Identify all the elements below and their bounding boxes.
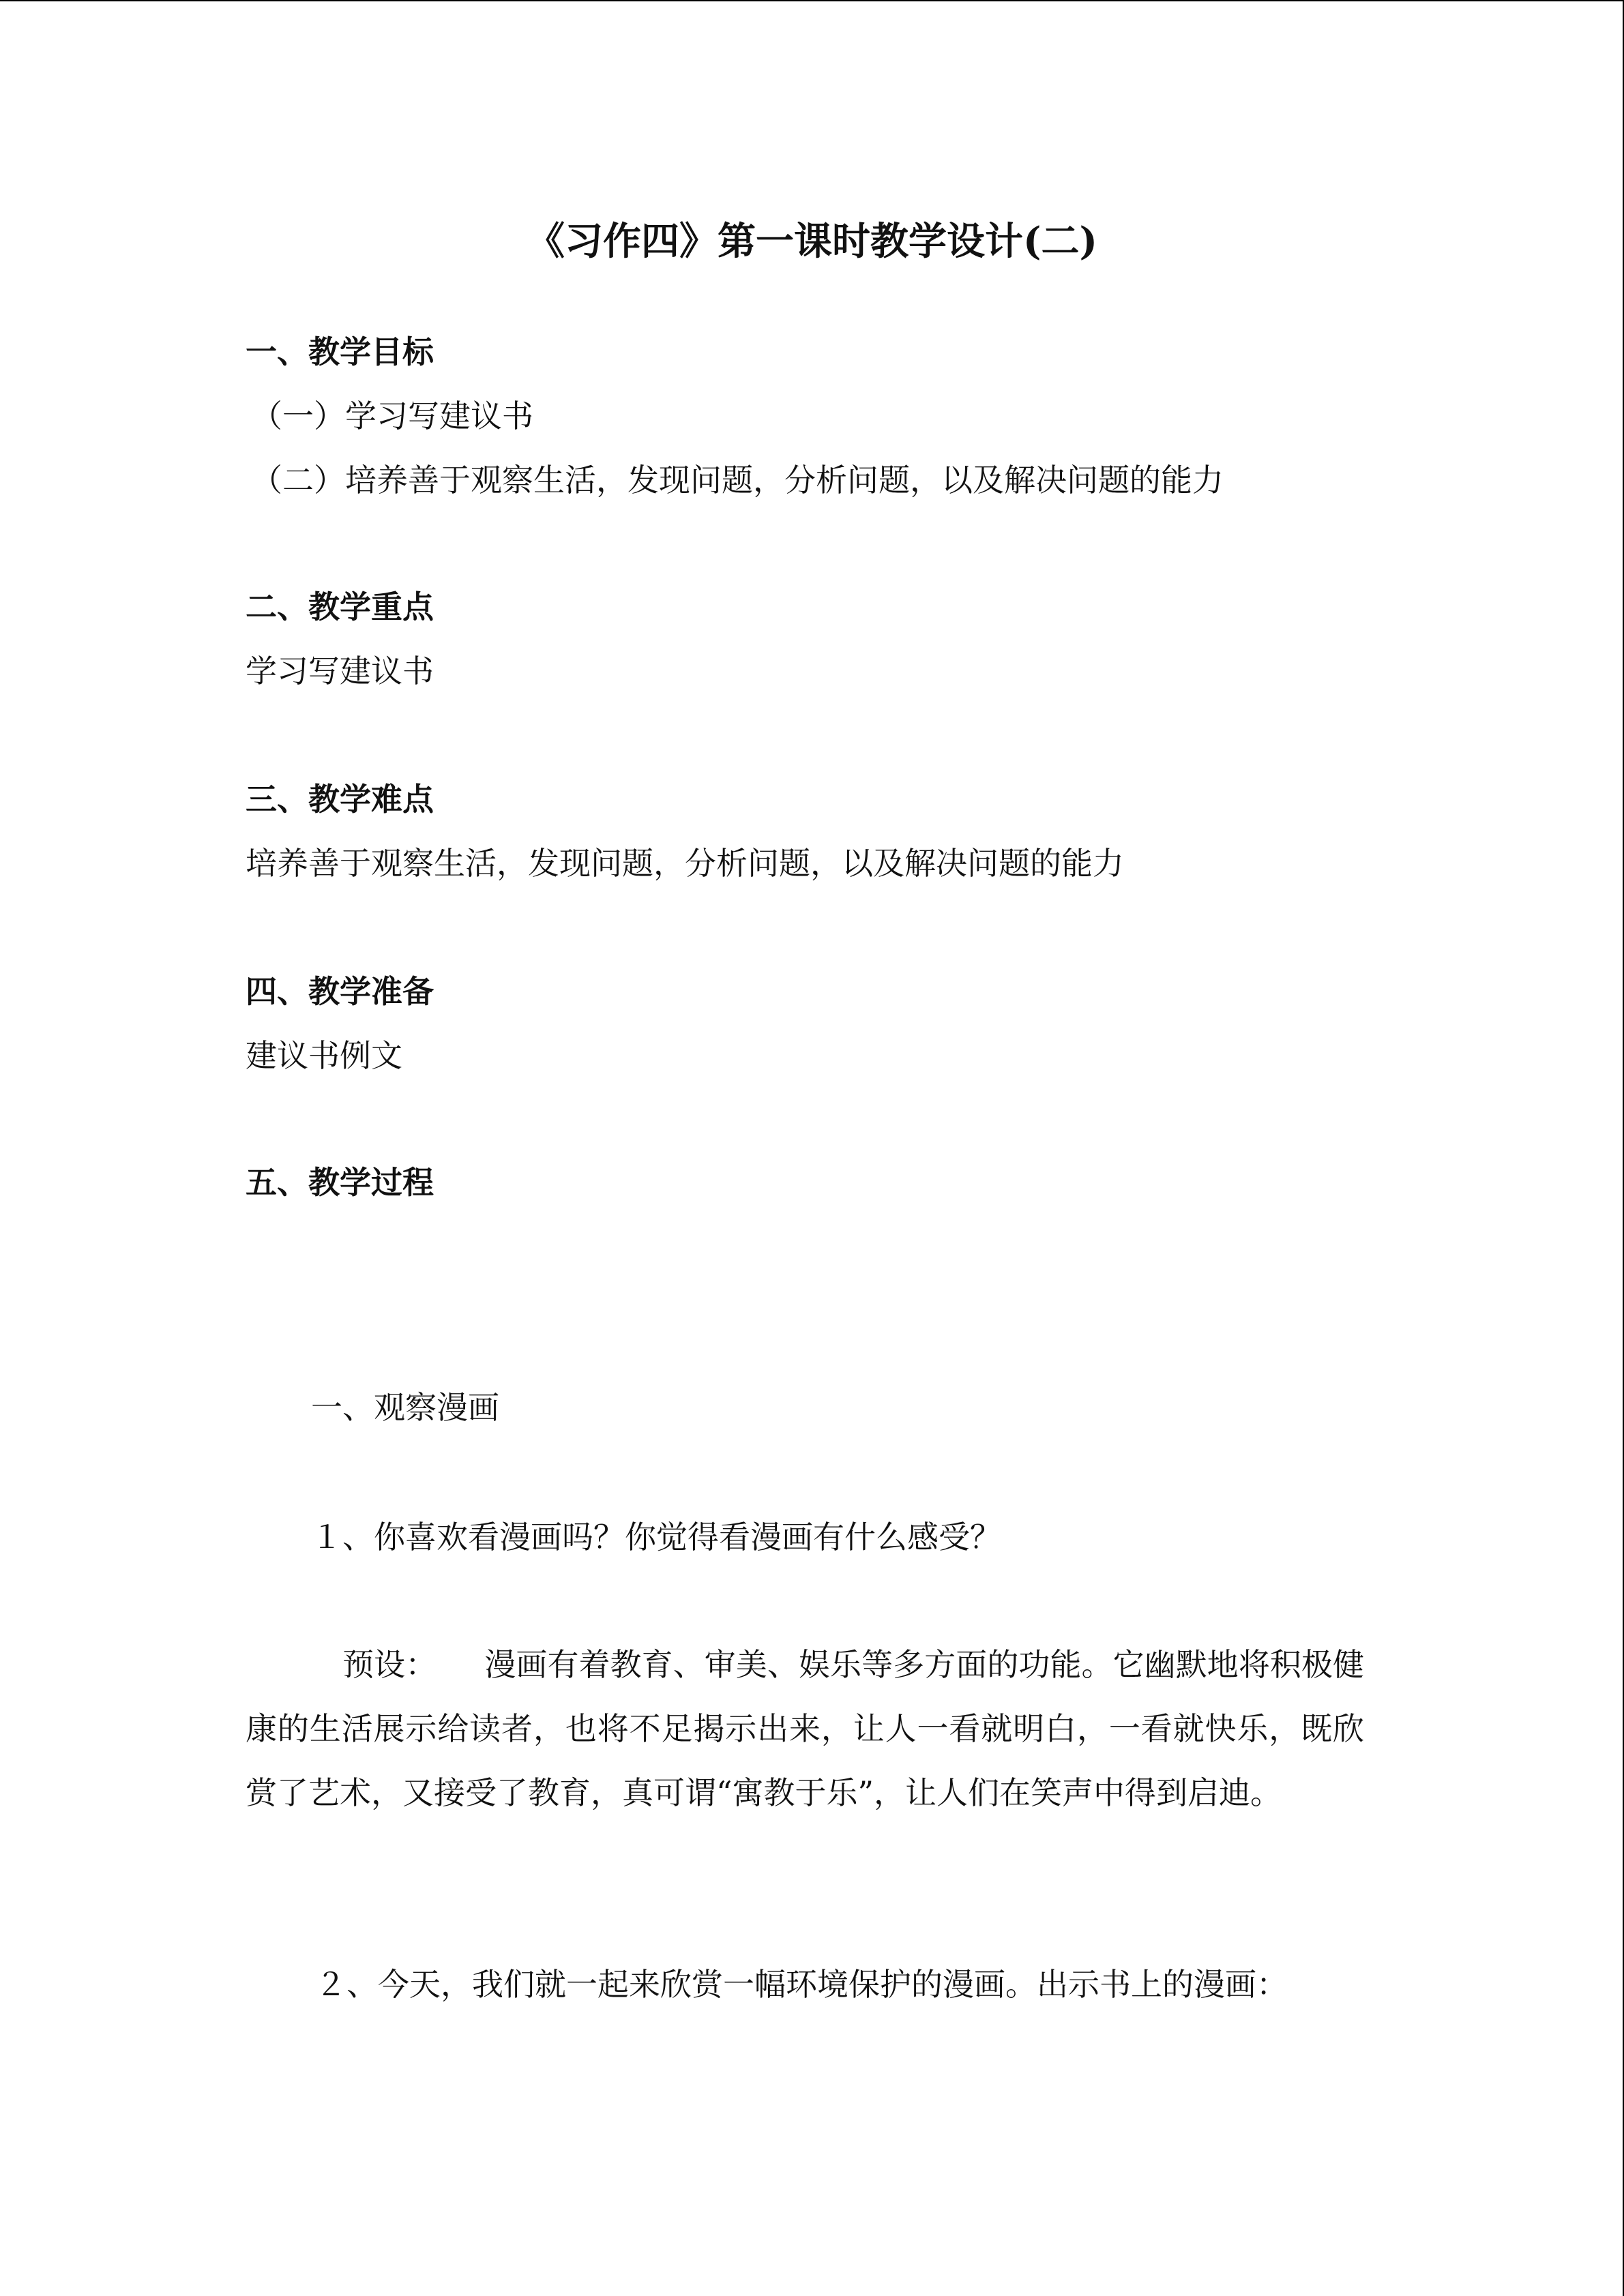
difficulty-text: 培养善于观察生活，发现问题，分析问题，以及解决问题的能力 [246, 845, 1124, 882]
goal-item-2: （二）培养善于观察生活，发现问题，分析问题，以及解决问题的能力 [251, 462, 1224, 498]
heading-process: 五、教学过程 [246, 1164, 434, 1201]
process-question-2: ２、今天，我们就一起来欣赏一幅环境保护的漫画。出示书上的漫画： [315, 1966, 1288, 2003]
preparation-text: 建议书例文 [246, 1037, 402, 1074]
heading-teaching-goals: 一、教学目标 [246, 333, 434, 370]
process-question-1: １、你喜欢看漫画吗？你觉得看漫画有什么感受？ [311, 1519, 1001, 1555]
preset-paragraph [246, 1632, 1364, 1825]
preset-text: 漫画有着教育、审美、娱乐等多方面的功能。它幽默地将积极健康的生活展示给读者，也将不足揭示出来，让人一看就明白，一看就快乐，既欣赏了艺术，又接受了教育，真可谓“寓教于乐”，让人们在笑声中得到启迪。 [246, 1646, 1364, 1811]
document-title: 《习作四》第一课时教学设计(二) [527, 219, 1097, 264]
goal-item-1: （一）学习写建议书 [251, 398, 533, 434]
heading-preparation: 四、教学准备 [246, 973, 434, 1010]
key-point-text: 学习写建议书 [246, 653, 434, 689]
heading-key-point: 二、教学重点 [246, 588, 434, 625]
preset-label: 预设： [342, 1646, 437, 1683]
process-step-1-title: 一、观察漫画 [311, 1389, 499, 1426]
heading-difficulty: 三、教学难点 [246, 781, 434, 818]
